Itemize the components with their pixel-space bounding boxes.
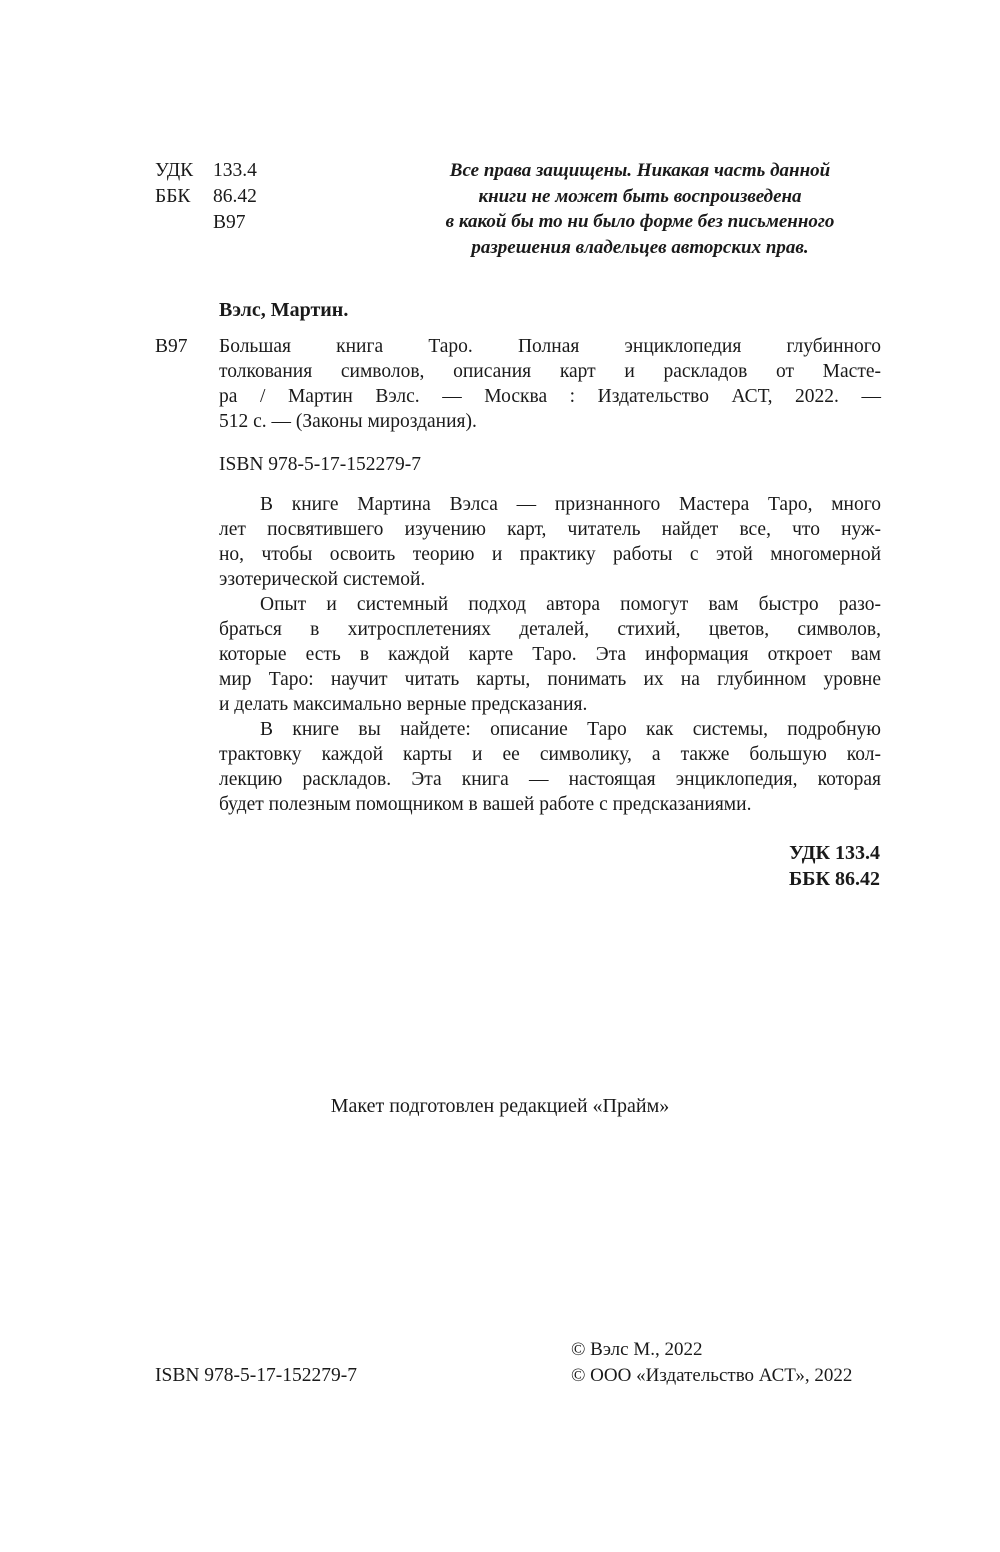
annotation-line: лет посвятившего изучению карт, читатель найдет все, что нуж- (219, 519, 881, 540)
classification-codes-bold (789, 840, 880, 892)
classification-value: 86.42 (213, 186, 257, 207)
description-line: Большая книга Таро. Полная энциклопедия глубинного (219, 336, 881, 357)
classification-label: УДК (155, 160, 194, 181)
classification-row-udk (155, 158, 257, 184)
rights-notice-line: разрешения владельцев авторских прав. (471, 236, 809, 258)
annotation-line: эзотерической системой. (219, 569, 426, 590)
rights-notice-line: книги не может быть воспроизведена (478, 185, 802, 207)
classification-row-bbk (155, 184, 257, 210)
annotation-line: В книге Мартина Вэлса — признанного Мастера Таро, много (260, 494, 881, 515)
bibliographic-description (219, 334, 881, 434)
description-line: толкования символов, описания карт и раскладов от Масте- (219, 361, 881, 382)
classification-row-author-mark (155, 210, 257, 236)
annotation-line: браться в хитросплетениях деталей, стихий, цветов, символов, (219, 619, 881, 640)
description-line: 512 с. — (Законы мироздания). (219, 411, 477, 432)
udk-code: УДК 133.4 (789, 842, 880, 864)
annotation-line: В книге вы найдете: описание Таро как системы, подробную (260, 719, 881, 740)
annotation-line: мир Таро: научит читать карты, понимать их на глубинном уровне (219, 669, 881, 690)
classification-label (155, 210, 213, 236)
rights-notice (398, 158, 882, 260)
author-heading: Вэлс, Мартин. (219, 299, 349, 321)
annotation (219, 492, 881, 817)
annotation-paragraph (219, 592, 881, 717)
annotation-line: лекцию раскладов. Эта книга — настоящая энциклопедия, которая (219, 769, 881, 790)
classification-value: 133.4 (213, 160, 257, 181)
annotation-line: будет полезным помощником в вашей работе с предсказаниями. (219, 794, 752, 815)
entry-code: В97 (155, 336, 188, 357)
copyright-block (571, 1337, 852, 1389)
rights-notice-line: в какой бы то ни было форме без письменного (445, 211, 835, 232)
classification-block (155, 158, 257, 236)
annotation-line: и делать максимально верные предсказания. (219, 694, 588, 715)
bbk-code: ББК 86.42 (789, 868, 880, 890)
annotation-line: Опыт и системный подход автора помогут вам быстро разо- (260, 594, 881, 615)
isbn-entry: ISBN 978-5-17-152279-7 (219, 454, 422, 475)
description-line: ра / Мартин Вэлс. — Москва : Издательство АСТ, 2022. — (219, 386, 881, 407)
annotation-line: трактовку каждой карты и ее символику, а также большую кол- (219, 744, 881, 765)
footer-isbn: ISBN 978-5-17-152279-7 (155, 1365, 358, 1386)
annotation-line: которые есть в каждой карте Таро. Эта информация откроет вам (219, 644, 881, 665)
classification-value: В97 (213, 212, 246, 233)
annotation-paragraph (219, 492, 881, 592)
copyright-publisher: © ООО «Издательство АСТ», 2022 (571, 1365, 853, 1386)
layout-credit: Макет подготовлен редакцией «Прайм» (330, 1095, 670, 1117)
rights-notice-line: Все права защищены. Никакая часть данной (449, 160, 831, 181)
annotation-paragraph (219, 717, 881, 817)
copyright-author: © Вэлс М., 2022 (571, 1339, 703, 1360)
annotation-line: но, чтобы освоить теорию и практику работы с этой многомерной (219, 544, 881, 565)
classification-label: ББК (155, 186, 191, 207)
